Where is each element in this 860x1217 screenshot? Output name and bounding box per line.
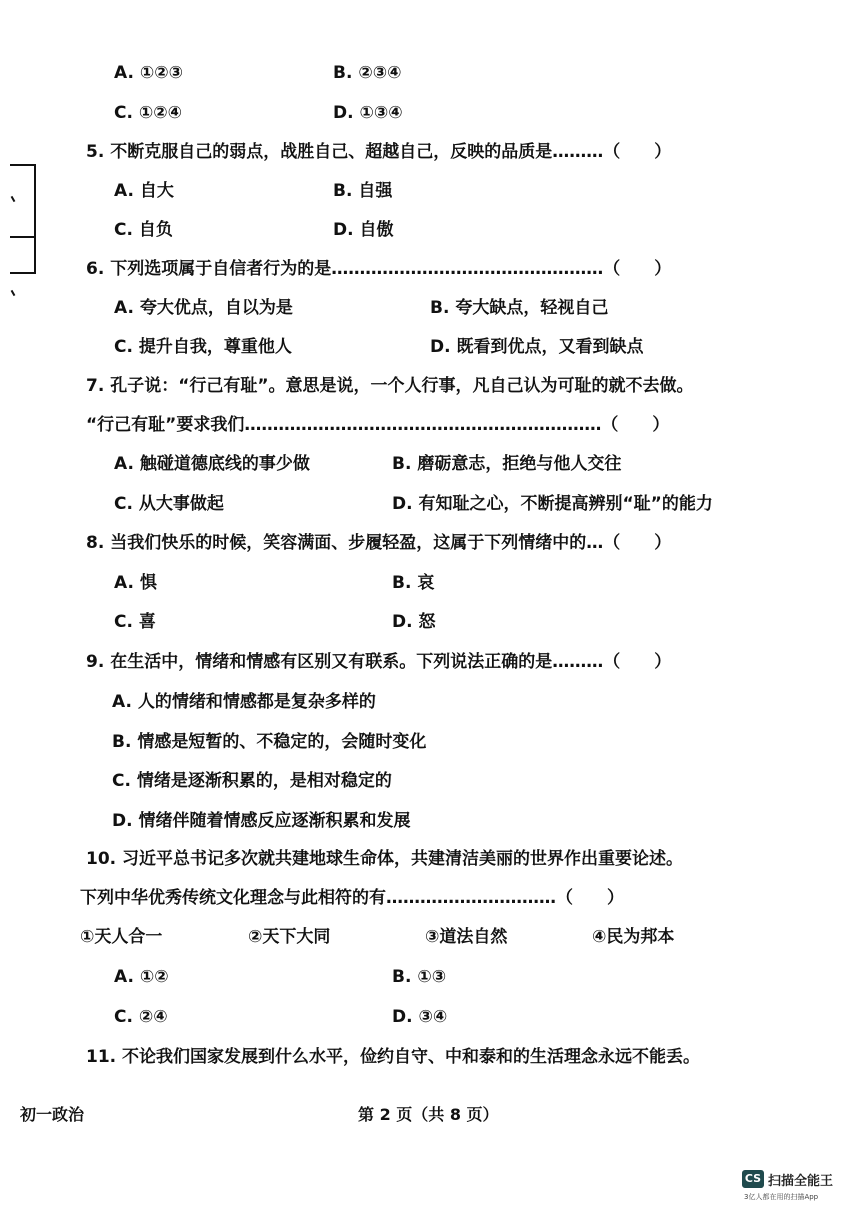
binding-bracket-bottom bbox=[10, 234, 36, 274]
q10-option-a: A. ①② bbox=[114, 967, 169, 987]
q6-option-b: B. 夸大缺点，轻视自己 bbox=[430, 298, 609, 318]
q11-stem: 11. 不论我们国家发展到什么水平，俭约自守、中和泰和的生活理念永远不能丢。 bbox=[86, 1047, 701, 1067]
q5-option-d: D. 自傲 bbox=[333, 220, 394, 240]
q7-option-d: D. 有知耻之心，不断提高辨别“耻”的能力 bbox=[392, 494, 713, 514]
q7-stem-line1: 7. 孔子说：“行己有耻”。意思是说，一个人行事，凡自己认为可耻的就不去做。 bbox=[86, 376, 694, 396]
q10-item-1: ①天人合一 bbox=[80, 927, 163, 947]
q10-item-4: ④民为邦本 bbox=[592, 927, 675, 947]
q10-option-d: D. ③④ bbox=[392, 1007, 448, 1027]
q4-option-d: D. ①③④ bbox=[333, 103, 403, 123]
q6-stem: 6. 下列选项属于自信者行为的是…………………………………………（ ） bbox=[86, 259, 672, 279]
q4-option-c: C. ①②④ bbox=[114, 103, 183, 123]
q4-option-b: B. ②③④ bbox=[333, 63, 402, 83]
q6-option-a: A. 夸大优点，自以为是 bbox=[114, 298, 293, 318]
q9-option-a: A. 人的情绪和情感都是复杂多样的 bbox=[112, 692, 376, 712]
q5-option-b: B. 自强 bbox=[333, 181, 393, 201]
q9-stem: 9. 在生活中，情绪和情感有区别又有联系。下列说法正确的是………（ ） bbox=[86, 652, 672, 672]
q8-stem: 8. 当我们快乐的时候，笑容满面、步履轻盈，这属于下列情绪中的…（ ） bbox=[86, 533, 672, 553]
q5-option-c: C. 自负 bbox=[114, 220, 173, 240]
scanner-logo-icon: CS bbox=[742, 1170, 764, 1188]
q10-option-b: B. ①③ bbox=[392, 967, 447, 987]
scanner-app-name: 扫描全能王 bbox=[768, 1174, 834, 1189]
footer-subject: 初一政治 bbox=[20, 1105, 85, 1124]
q6-option-c: C. 提升自我，尊重他人 bbox=[114, 337, 292, 357]
q10-item-2: ②天下大同 bbox=[248, 927, 331, 947]
q7-stem-line2: “行己有耻”要求我们………………………………………………………（ ） bbox=[86, 415, 670, 435]
binding-mark bbox=[11, 290, 16, 296]
q8-option-a: A. 惧 bbox=[114, 573, 157, 593]
q7-option-c: C. 从大事做起 bbox=[114, 494, 224, 514]
q10-stem-line2: 下列中华优秀传统文化理念与此相符的有…………………………（ ） bbox=[80, 888, 624, 908]
q10-stem-line1: 10. 习近平总书记多次就共建地球生命体，共建清洁美丽的世界作出重要论述。 bbox=[86, 849, 684, 869]
q4-option-a: A. ①②③ bbox=[114, 63, 184, 83]
q8-option-c: C. 喜 bbox=[114, 612, 156, 632]
q9-option-b: B. 情感是短暂的、不稳定的，会随时变化 bbox=[112, 732, 427, 752]
q5-option-a: A. 自大 bbox=[114, 181, 174, 201]
scanner-tagline: 3亿人都在用的扫描App bbox=[744, 1193, 819, 1201]
q7-option-b: B. 磨砺意志，拒绝与他人交往 bbox=[392, 454, 622, 474]
q8-option-b: B. 哀 bbox=[392, 573, 435, 593]
q10-option-c: C. ②④ bbox=[114, 1007, 168, 1027]
q9-option-d: D. 情绪伴随着情感反应逐渐积累和发展 bbox=[112, 811, 411, 831]
footer-page-number: 第 2 页（共 8 页） bbox=[358, 1105, 499, 1124]
q5-stem: 5. 不断克服自己的弱点，战胜自己、超越自己，反映的品质是………（ ） bbox=[86, 142, 672, 162]
q9-option-c: C. 情绪是逐渐积累的，是相对稳定的 bbox=[112, 771, 392, 791]
q10-item-3: ③道法自然 bbox=[425, 927, 508, 947]
q7-option-a: A. 触碰道德底线的事少做 bbox=[114, 454, 310, 474]
q8-option-d: D. 怒 bbox=[392, 612, 436, 632]
q6-option-d: D. 既看到优点，又看到缺点 bbox=[430, 337, 644, 357]
